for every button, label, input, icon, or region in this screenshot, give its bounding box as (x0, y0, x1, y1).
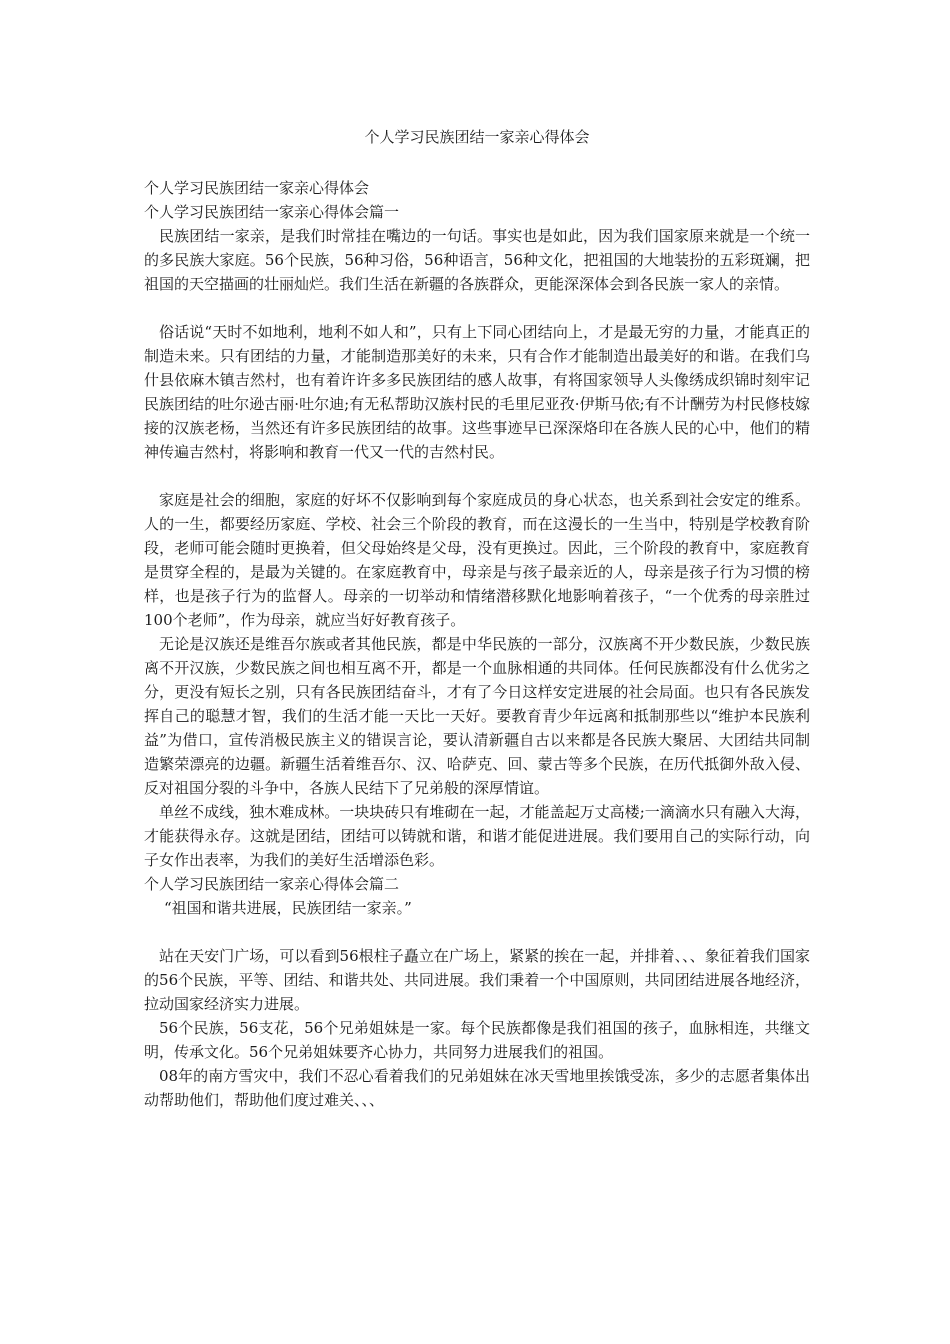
paragraph-5: 单丝不成线，独木难成林。一块块砖只有堆砌在一起，才能盖起万丈高楼;一滴滴水只有融入大海，才能获得永存。这就是团结，团结可以铸就和谐，和谐才能促进进展。我们要用自己的实际行动，向子女作出表率，为我们的美好生活增添色彩。 (144, 803, 810, 869)
paragraph-6: 站在天安门广场，可以看到56根柱子矗立在广场上，紧紧的挨在一起，并排着、、、象征着我们国家的56个民族，平等、团结、和谐共处、共同进展。我们秉着一个中国原则，共同团结进展各地经济，拉动国家经济实力进展。 (144, 947, 810, 1013)
section-title-1: 个人学习民族团结一家亲心得体会篇一 (144, 203, 400, 221)
quote-line: “祖国和谐共进展，民族团结一家亲。” (164, 899, 412, 917)
paragraph-2: 俗话说“天时不如地利，地利不如人和”，只有上下同心团结向上，才是最无穷的力量，才能真正的制造未来。只有团结的力量，才能制造那美好的未来，只有合作才能制造出最美好的和谐。在我们乌什县依麻木镇吉然村，也有着许许多多民族团结的感人故事，有将国家领导人头像绣成织锦时刻牢记民族团结的吐尔逊古丽·吐尔迪;有无私帮助汉族村民的毛里尼亚孜·伊斯马依;有不计酬劳为村民修枝嫁接的汉族老杨，当然还有许多民族团结的故事。这些事迹早已深深烙印在各族人民的心中，他们的精神传遍吉然村，将影响和教育一代又一代的吉然村民。 (144, 323, 810, 461)
blank-line (144, 296, 810, 320)
paragraph-8: 08年的南方雪灾中，我们不忍心看着我们的兄弟姐妹在冰天雪地里挨饿受冻，多少的志愿者集体出动帮助他们，帮助他们度过难关、、、 (144, 1067, 810, 1109)
paragraph-3: 家庭是社会的细胞，家庭的好坏不仅影响到每个家庭成员的身心状态，也关系到社会安定的维系。人的一生，都要经历家庭、学校、社会三个阶段的教育，而在这漫长的一生当中，特别是学校教育阶段，老师可能会随时更换着，但父母始终是父母，没有更换过。因此，三个阶段的教育中，家庭教育是贯穿全程的，是最为关键的。在家庭教育中，母亲是与孩子最亲近的人，母亲是孩子行为习惯的榜样，也是孩子行为的监督人。母亲的一切举动和情绪潜移默化地影响着孩子，“一个优秀的母亲胜过100个老师”，作为母亲，就应当好好教育孩子。 (144, 491, 810, 629)
document-page (144, 124, 810, 1112)
blank-line (144, 464, 810, 488)
document-title: 个人学习民族团结一家亲心得体会 (364, 128, 590, 146)
section-title-2: 个人学习民族团结一家亲心得体会篇二 (144, 875, 400, 893)
paragraph-1: 民族团结一家亲，是我们时常挂在嘴边的一句话。事实也是如此，因为我们国家原来就是一个统一的多民族大家庭。56个民族，56种习俗，56种语言，56种文化，把祖国的大地装扮的五彩斑斓，把祖国的天空描画的壮丽灿烂。我们生活在新疆的各族群众，更能深深体会到各民族一家人的亲情。 (144, 227, 810, 293)
document-heading: 个人学习民族团结一家亲心得体会 (144, 179, 370, 197)
paragraph-7: 56个民族，56支花，56个兄弟姐妹是一家。每个民族都像是我们祖国的孩子，血脉相连，共继文明，传承文化。56个兄弟姐妹要齐心协力，共同努力进展我们的祖国。 (144, 1019, 810, 1061)
blank-line (144, 920, 810, 944)
paragraph-4: 无论是汉族还是维吾尔族或者其他民族，都是中华民族的一部分，汉族离不开少数民族，少数民族离不开汉族，少数民族之间也相互离不开，都是一个血脉相通的共同体。任何民族都没有什么优劣之分，更没有短长之别，只有各民族团结奋斗，才有了今日这样安定进展的社会局面。也只有各民族发挥自己的聪慧才智，我们的生活才能一天比一天好。要教育青少年远离和抵制那些以“维护本民族利益”为借口，宣传消极民族主义的错误言论，要认清新疆自古以来都是各民族大聚居、大团结共同制造繁荣漂亮的边疆。新疆生活着维吾尔、汉、哈萨克、回、蒙古等多个民族，在历代抵御外敌入侵、反对祖国分裂的斗争中，各族人民结下了兄弟般的深厚情谊。 (144, 635, 810, 797)
